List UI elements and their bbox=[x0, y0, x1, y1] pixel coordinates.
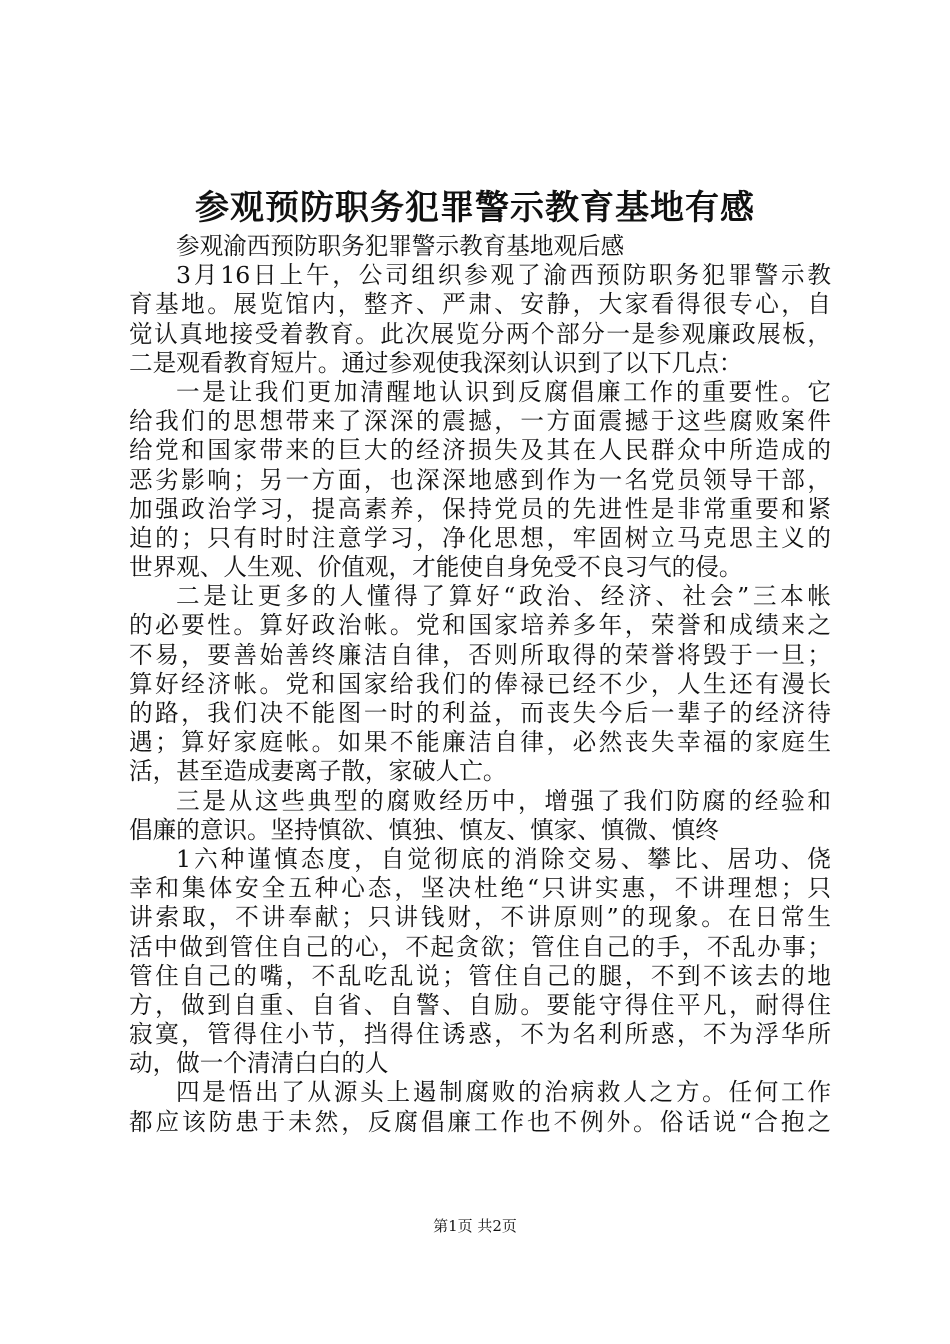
document-title: 参观预防职务犯罪警示教育基地有感 bbox=[195, 188, 755, 228]
body-line: 讲索取，不讲奉献；只讲钱财，不讲原则”的现象。在日常生 bbox=[129, 903, 831, 932]
body-line: 活，甚至造成妻离子散，家破人亡。 bbox=[129, 757, 507, 786]
body-line: 活中做到管住自己的心，不起贪欲；管住自己的手，不乱办事； bbox=[129, 932, 831, 961]
body-line: 育基地。展览馆内，整齐、严肃、安静，大家看得很专心，自 bbox=[129, 290, 831, 319]
body-line: 迫的；只有时时注意学习，净化思想，牢固树立马克思主义的 bbox=[129, 523, 831, 552]
body-line: 动，做一个清清白白的人 bbox=[129, 1049, 389, 1078]
body-line: 参观渝西预防职务犯罪警示教育基地观后感 bbox=[176, 232, 625, 260]
body-line: 三是从这些典型的腐败经历中，增强了我们防腐的经验和 bbox=[176, 786, 831, 815]
body-line: 给我们的思想带来了深深的震撼，一方面震撼于这些腐败案件 bbox=[129, 407, 831, 436]
body-line: 管住自己的嘴，不乱吃乱说；管住自己的腿，不到不该去的地 bbox=[129, 961, 831, 990]
body-line: 的必要性。算好政治帐。党和国家培养多年，荣誉和成绩来之 bbox=[129, 611, 831, 640]
body-line: 世界观、人生观、价值观，才能使自身免受不良习气的侵。 bbox=[129, 553, 743, 582]
body-line: 算好经济帐。党和国家给我们的俸禄已经不少，人生还有漫长 bbox=[129, 669, 831, 698]
body-line: 方，做到自重、自省、自警、自励。要能守得住平凡，耐得住 bbox=[129, 990, 831, 1019]
body-line: 加强政治学习，提高素养，保持党员的先进性是非常重要和紧 bbox=[129, 494, 831, 523]
body-line: 1六种谨慎态度，自觉彻底的消除交易、攀比、居功、侥 bbox=[176, 844, 831, 873]
body-line: 恶劣影响；另一方面，也深深地感到作为一名党员领导干部， bbox=[129, 465, 831, 494]
document-body bbox=[129, 232, 831, 1137]
body-line: 遇；算好家庭帐。如果不能廉洁自律，必然丧失幸福的家庭生 bbox=[129, 728, 831, 757]
page-footer: 第1页 共2页 bbox=[433, 1217, 517, 1235]
body-line: 寂寞，管得住小节，挡得住诱惑，不为名利所惑，不为浮华所 bbox=[129, 1020, 831, 1049]
body-line: 的路，我们决不能图一时的利益，而丧失今后一辈子的经济待 bbox=[129, 699, 831, 727]
body-line: 觉认真地接受着教育。此次展览分两个部分一是参观廉政展板， bbox=[129, 319, 831, 348]
body-line: 不易，要善始善终廉洁自律，否则所取得的荣誉将毁于一旦； bbox=[129, 640, 831, 669]
body-line: 二是让更多的人懂得了算好“政治、经济、社会”三本帐 bbox=[176, 582, 831, 611]
body-line: 3月16日上午，公司组织参观了渝西预防职务犯罪警示教 bbox=[176, 261, 831, 290]
body-line: 一是让我们更加清醒地认识到反腐倡廉工作的重要性。它 bbox=[176, 377, 831, 406]
body-line: 给党和国家带来的巨大的经济损失及其在人民群众中所造成的 bbox=[129, 436, 831, 465]
body-line: 都应该防患于未然，反腐倡廉工作也不例外。俗话说“合抱之 bbox=[129, 1107, 831, 1136]
body-line: 倡廉的意识。坚持慎欲、慎独、慎友、慎家、慎微、慎终 bbox=[129, 815, 719, 844]
body-line: 幸和集体安全五种心态，坚决杜绝“只讲实惠，不讲理想；只 bbox=[129, 874, 831, 903]
body-line: 二是观看教育短片。通过参观使我深刻认识到了以下几点： bbox=[129, 348, 743, 377]
body-line: 四是悟出了从源头上遏制腐败的治病救人之方。任何工作 bbox=[176, 1078, 831, 1107]
